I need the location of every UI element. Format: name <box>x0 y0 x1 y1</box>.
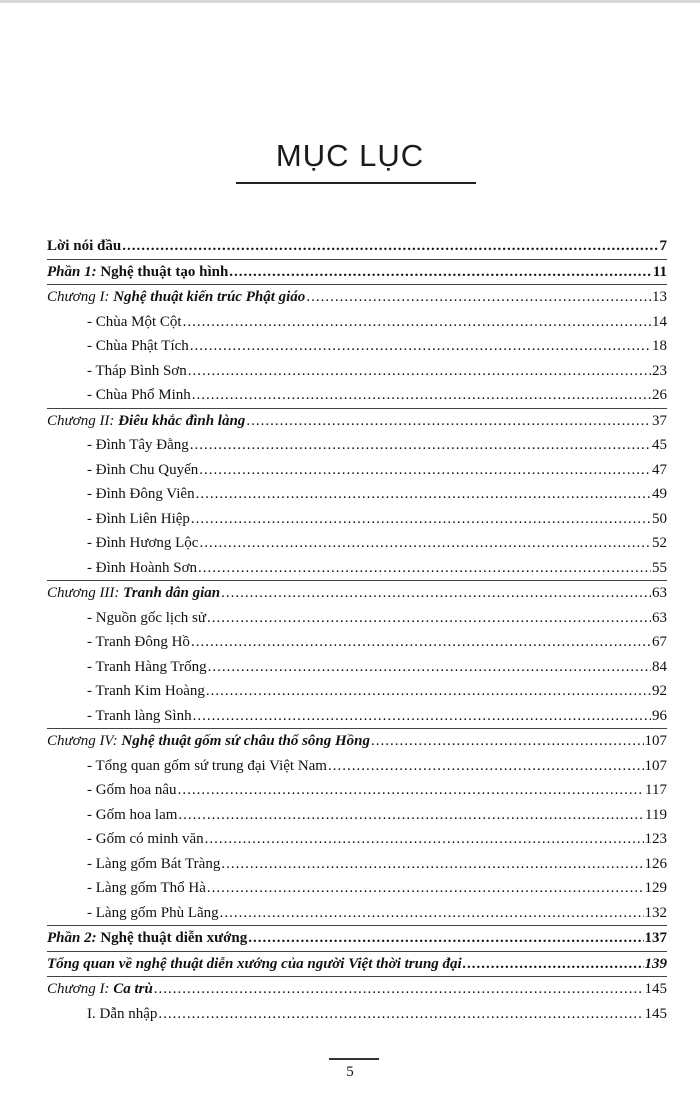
toc-leader-dots <box>208 655 651 680</box>
toc-row <box>47 580 667 606</box>
toc-leader-dots <box>207 876 644 901</box>
toc-chapter-prefix: Chương III: <box>47 585 120 601</box>
toc-page-number: 26 <box>652 387 667 403</box>
toc-leader-dots <box>205 827 644 852</box>
toc-label: - Tranh Đông Hồ <box>87 634 190 650</box>
toc-row <box>47 704 667 729</box>
toc-row <box>47 234 667 259</box>
toc-row <box>47 408 667 434</box>
toc-page-number: 50 <box>652 510 667 527</box>
toc-label: - Gốm hoa lam <box>87 806 178 823</box>
toc-page-number: 123 <box>644 831 667 847</box>
toc-page-number: 107 <box>644 733 667 749</box>
toc-row <box>47 359 667 384</box>
toc-label: - Đình Đông Viên <box>87 486 195 502</box>
toc-leader-dots <box>199 458 651 483</box>
toc-row <box>47 778 667 803</box>
toc-row <box>47 728 667 754</box>
toc-label: - Làng gốm Bát Tràng <box>87 855 221 872</box>
toc-label: - Nguồn gốc lịch sử <box>87 609 206 626</box>
toc-page-number: 92 <box>652 683 667 699</box>
toc-leader-dots <box>191 507 651 532</box>
toc-chapter-prefix: Chương II: <box>47 412 115 429</box>
toc-row <box>47 876 667 901</box>
toc-row <box>47 679 667 704</box>
toc-page-number: 139 <box>644 955 667 972</box>
toc-label <box>47 285 305 310</box>
toc-row <box>47 827 667 852</box>
toc-page-number: 14 <box>652 313 667 330</box>
toc-page-number: 63 <box>652 585 667 601</box>
toc-row <box>47 630 667 655</box>
toc-leader-dots <box>306 285 651 310</box>
toc-part-title: Nghệ thuật diễn xướng <box>100 930 248 946</box>
toc-page-number: 13 <box>652 289 667 305</box>
toc-row <box>47 284 667 310</box>
toc-leader-dots <box>190 334 651 359</box>
toc-label <box>47 409 245 434</box>
toc-leader-dots <box>199 531 651 556</box>
toc-row <box>47 482 667 507</box>
toc-label: - Đình Chu Quyến <box>87 461 199 478</box>
toc-chapter-title: Điêu khắc đình làng <box>118 412 246 429</box>
toc-row <box>47 310 667 335</box>
toc-page-number: 145 <box>644 1005 667 1022</box>
toc-row <box>47 606 667 631</box>
toc-label: - Gốm có minh văn <box>87 831 204 847</box>
toc-leader-dots <box>463 952 644 977</box>
toc-page-number: 126 <box>644 855 667 872</box>
toc-label: - Chùa Một Cột <box>87 313 182 330</box>
toc-row <box>47 1002 667 1027</box>
toc-row <box>47 976 667 1002</box>
toc-leader-dots <box>246 409 651 434</box>
toc-chapter-title: Nghệ thuật kiến trúc Phật giáo <box>113 289 306 305</box>
toc-row <box>47 556 667 581</box>
toc-row <box>47 259 667 285</box>
toc-leader-dots <box>122 234 658 259</box>
toc-label: - Làng gốm Phù Lãng <box>87 904 219 921</box>
toc-row <box>47 901 667 926</box>
toc-label: I. Dẫn nhập <box>87 1005 158 1022</box>
toc-page-number: 11 <box>652 263 667 280</box>
toc-leader-dots <box>178 778 644 803</box>
toc-leader-dots <box>206 679 651 704</box>
toc-label: - Tháp Bình Sơn <box>87 362 187 379</box>
toc-leader-dots <box>183 310 651 335</box>
toc-label: - Chùa Phật Tích <box>87 338 189 354</box>
page-number-rule <box>329 1058 379 1060</box>
toc-page-number: 37 <box>652 412 667 429</box>
toc-row <box>47 433 667 458</box>
toc-leader-dots <box>371 729 643 754</box>
toc-row <box>47 531 667 556</box>
toc-label: - Tranh Hàng Trống <box>87 658 207 675</box>
toc-chapter-title: Tranh dân gian <box>123 585 221 601</box>
toc-page-number: 145 <box>644 981 667 997</box>
title-underline <box>236 182 476 184</box>
toc-leader-dots <box>158 1002 643 1027</box>
toc-page-number: 7 <box>659 238 667 254</box>
toc-leader-dots <box>154 977 644 1002</box>
toc-chapter-prefix: Chương IV: <box>47 733 118 749</box>
toc-leader-dots <box>193 704 651 729</box>
top-border <box>0 0 700 3</box>
toc-chapter-title: Ca trù <box>113 981 153 997</box>
toc-row <box>47 383 667 408</box>
toc-chapter-title: Nghệ thuật gốm sứ châu thổ sông Hồng <box>121 733 371 749</box>
toc-leader-dots <box>328 754 644 779</box>
toc-label <box>47 581 220 606</box>
toc-leader-dots <box>191 630 651 655</box>
page-title: MỤC LỤC <box>275 138 425 173</box>
toc-page-number: 18 <box>652 338 667 354</box>
toc-row <box>47 458 667 483</box>
toc-part-prefix: Phần 2: <box>47 930 97 946</box>
toc-label: - Làng gốm Thổ Hà <box>87 880 206 896</box>
toc-leader-dots <box>221 581 651 606</box>
toc-leader-dots <box>207 606 651 631</box>
toc-label <box>47 729 370 754</box>
toc-part-prefix: Phần 1: <box>47 263 97 280</box>
toc-label: - Tranh Kim Hoàng <box>87 683 205 699</box>
toc-label <box>47 926 247 951</box>
toc-chapter-prefix: Chương I: <box>47 981 110 997</box>
toc-label: - Tổng quan gốm sứ trung đại Việt Nam <box>87 757 327 774</box>
toc-label: - Đình Hoành Sơn <box>87 559 198 576</box>
toc-label: - Đình Liên Hiệp <box>87 510 190 527</box>
toc-page-number: 23 <box>652 362 667 379</box>
toc-page-number: 52 <box>652 535 667 551</box>
toc-page-number: 117 <box>645 782 667 798</box>
toc-leader-dots <box>229 260 652 285</box>
toc-leader-dots <box>198 556 651 581</box>
toc-label: - Đình Tây Đằng <box>87 437 189 453</box>
toc-page-number: 129 <box>644 880 667 896</box>
toc-row <box>47 754 667 779</box>
toc-row <box>47 951 667 977</box>
toc-leader-dots <box>188 359 651 384</box>
toc-label: Lời nói đầu <box>47 238 122 254</box>
toc-row <box>47 334 667 359</box>
toc-page-number: 45 <box>652 437 667 453</box>
toc-page-number: 84 <box>652 658 667 675</box>
toc-page-number: 67 <box>652 634 667 650</box>
toc-label <box>47 977 153 1002</box>
toc-leader-dots <box>190 433 651 458</box>
toc-page-number: 137 <box>644 930 667 946</box>
toc-page-number: 49 <box>652 486 667 502</box>
toc-label <box>47 260 228 285</box>
table-of-contents <box>47 234 667 1026</box>
toc-leader-dots <box>248 926 643 951</box>
toc-leader-dots <box>221 852 643 877</box>
toc-label: - Chùa Phổ Minh <box>87 387 191 403</box>
toc-page-number: 132 <box>644 904 667 921</box>
toc-part-title: Nghệ thuật tạo hình <box>100 263 229 280</box>
toc-page-number: 107 <box>644 757 667 774</box>
toc-leader-dots <box>220 901 644 926</box>
toc-chapter-prefix: Chương I: <box>47 289 110 305</box>
toc-label: Tổng quan về nghệ thuật diễn xướng của người Việt thời trung đại <box>47 955 462 972</box>
toc-row <box>47 507 667 532</box>
toc-label: - Đình Hương Lộc <box>87 535 199 551</box>
toc-row <box>47 852 667 877</box>
toc-leader-dots <box>178 803 644 828</box>
toc-label: - Gốm hoa nâu <box>87 782 177 798</box>
toc-page-number: 119 <box>645 806 667 823</box>
page-number: 5 <box>346 1064 354 1080</box>
toc-page-number: 47 <box>652 461 667 478</box>
toc-page-number: 55 <box>652 559 667 576</box>
toc-leader-dots <box>196 482 651 507</box>
toc-page-number: 63 <box>652 609 667 626</box>
toc-row <box>47 925 667 951</box>
toc-row <box>47 655 667 680</box>
toc-leader-dots <box>192 383 651 408</box>
toc-label: - Tranh làng Sình <box>87 707 192 724</box>
toc-row <box>47 803 667 828</box>
toc-page-number: 96 <box>652 707 667 724</box>
